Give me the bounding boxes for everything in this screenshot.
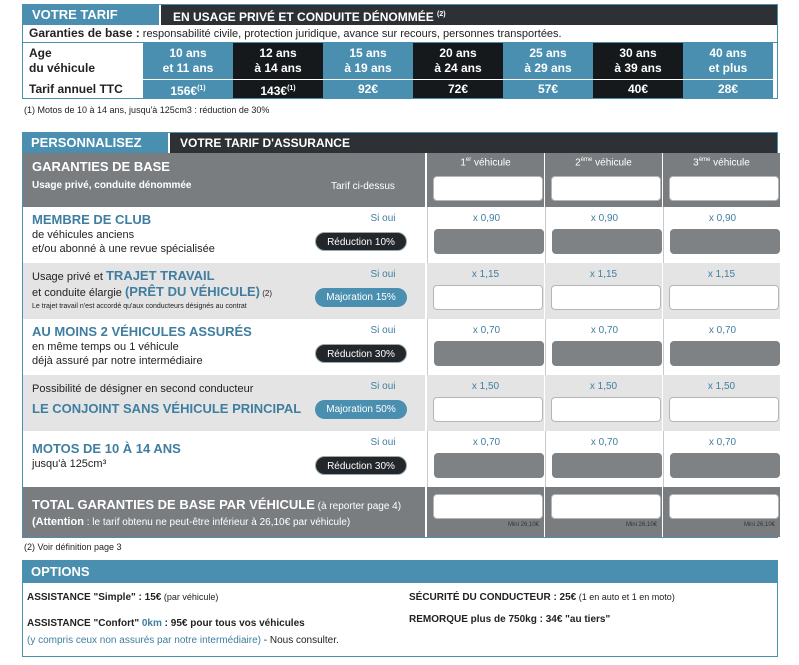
age-label: Age du véhicule <box>23 43 143 79</box>
footnote-1: (1) Motos de 10 à 14 ans, jusqu'à 125cm3 : réduction de 30% <box>24 105 270 115</box>
base-subtitle: Usage privé, conduite dénommée <box>32 180 192 191</box>
si-oui-label: Si oui <box>370 213 396 224</box>
age-cell: 40 ans et plus <box>683 43 773 79</box>
coef-box[interactable] <box>433 285 543 310</box>
coef-box[interactable] <box>434 229 544 254</box>
age-cell: 20 ans à 24 ans <box>413 43 503 79</box>
personnalisez-header <box>23 133 777 153</box>
si-oui-label: Si oui <box>370 325 396 336</box>
age-cell: 25 ans à 29 ans <box>503 43 593 79</box>
option-securite: SÉCURITÉ DU CONDUCTEUR : 25€ (1 en auto et 1 en moto) <box>409 592 675 603</box>
majoration-badge: Majoration 50% <box>315 400 407 419</box>
majoration-badge: Majoration 15% <box>315 288 407 307</box>
personnalisez-title: VOTRE TARIF D'ASSURANCE <box>168 133 777 153</box>
coef-box[interactable] <box>434 341 544 366</box>
total-title: TOTAL GARANTIES DE BASE PAR VÉHICULE <box>32 497 315 512</box>
price-cell: 143€$^{(1)}$ <box>233 80 323 98</box>
coef-box[interactable] <box>433 397 543 422</box>
base-title: GARANTIES DE BASE <box>32 159 170 174</box>
reduction-badge: Réduction 30% <box>315 344 407 363</box>
coef-box[interactable] <box>551 397 661 422</box>
option-confort-note: (y compris ceux non assurés par notre intermédiaire) - Nous consulter. <box>27 635 339 646</box>
option-remorque: REMORQUE plus de 750kg : 34€ "au tiers" <box>409 614 611 625</box>
row-title: MEMBRE DE CLUB <box>32 212 152 227</box>
personnalisez-tab: PERSONNALISEZ <box>31 135 142 150</box>
coef-box[interactable] <box>669 397 779 422</box>
coef-box[interactable] <box>552 341 662 366</box>
tarif-section <box>22 4 778 99</box>
options-section <box>22 560 778 657</box>
options-tab: OPTIONS <box>23 561 119 583</box>
price-cell: 156€$^{(1)}$ <box>143 80 233 98</box>
age-cell: 10 ans et 11 ans <box>143 43 233 79</box>
row-title: AU MOINS 2 VÉHICULES ASSURÉS <box>32 324 252 339</box>
row-title: LE CONJOINT SANS VÉHICULE PRINCIPAL <box>32 401 302 416</box>
total-input-1[interactable] <box>433 494 543 519</box>
row-conjoint: Possibilité de désigner en second conducteur LE CONJOINT SANS VÉHICULE PRINCIPAL Si oui Majoration 50% x 1,50 x 1,50 x 1,50 <box>23 375 777 431</box>
coef-box[interactable] <box>669 285 779 310</box>
si-oui-label: Si oui <box>370 437 396 448</box>
options-header <box>23 561 777 583</box>
option-assistance-simple: ASSISTANCE "Simple" : 15€ (par véhicule) <box>27 592 219 603</box>
age-row <box>23 43 777 80</box>
price-cell: 72€ <box>413 80 503 98</box>
base-row <box>23 153 777 207</box>
row-trajet-travail: Usage privé et TRAJET TRAVAIL et conduite élargie (PRÊT DU VÉHICULE) (2) Le trajet travail n'est accordé qu'aux conducteurs désignés au contrat Si oui Majoration 15% x 1,15 x 1,15 x 1,15 <box>23 263 777 319</box>
base-right-label: Tarif ci-dessus <box>331 181 395 192</box>
coef-box[interactable] <box>552 453 662 478</box>
coef-box[interactable] <box>551 285 661 310</box>
reduction-badge: Réduction 10% <box>315 232 407 251</box>
tarif-header <box>23 5 777 25</box>
si-oui-label: Si oui <box>370 269 396 280</box>
price-row <box>23 80 777 98</box>
vehicle-2-header: 2ème véhicule <box>575 157 632 169</box>
age-cell: 12 ans à 14 ans <box>233 43 323 79</box>
footnote-2: (2) Voir définition page 3 <box>24 542 122 552</box>
total-row: TOTAL GARANTIES DE BASE PAR VÉHICULE (à reporter page 4) (Attention : le tarif obtenu ne peut-être inférieur à 26,10€ par véhicule) Mini 26,10€ Mini 26,10€ Mini 26,10€ <box>23 487 777 537</box>
tarif-tab: VOTRE TARIF <box>23 5 159 25</box>
price-label: Tarif annuel TTC <box>23 80 143 98</box>
total-input-3[interactable] <box>669 494 779 519</box>
price-cell: 40€ <box>593 80 683 98</box>
total-input-2[interactable] <box>551 494 661 519</box>
row-title: MOTOS DE 10 À 14 ANS <box>32 441 181 456</box>
row-membre-club: MEMBRE DE CLUB de véhicules anciens et/ou abonné à une revue spécialisée Si oui Réduction 10% x 0,90 x 0,90 x 0,90 <box>23 207 777 263</box>
age-cell: 15 ans à 19 ans <box>323 43 413 79</box>
coef-box[interactable] <box>552 229 662 254</box>
reduction-badge: Réduction 30% <box>315 456 407 475</box>
coef-box[interactable] <box>670 341 780 366</box>
personnalisez-section <box>22 132 778 538</box>
row-2-vehicules: AU MOINS 2 VÉHICULES ASSURÉS en même temps ou 1 véhicule déjà assuré par notre intermédiaire Si oui Réduction 30% x 0,70 x 0,70 x 0,70 <box>23 319 777 375</box>
vehicle-1-header: 1er véhicule <box>460 157 511 169</box>
coef-box[interactable] <box>670 229 780 254</box>
price-cell: 92€ <box>323 80 413 98</box>
garanties-line: Garanties de base : responsabilité civile, protection juridique, avance sur recours, personnes transportées. <box>23 25 777 43</box>
base-input-2[interactable] <box>551 176 661 201</box>
si-oui-label: Si oui <box>370 381 396 392</box>
vehicle-3-header: 3ème véhicule <box>693 157 750 169</box>
base-input-3[interactable] <box>669 176 779 201</box>
price-cell: 57€ <box>503 80 593 98</box>
tariff-page <box>22 4 778 646</box>
row-motos: MOTOS DE 10 À 14 ANS jusqu'à 125cm³ Si oui Réduction 30% x 0,70 x 0,70 x 0,70 <box>23 431 777 487</box>
tarif-title: EN USAGE PRIVÉ ET CONDUITE DÉNOMMÉE $^{(2)}$ <box>159 5 777 25</box>
option-assistance-confort: ASSISTANCE "Confort" 0km : 95€ pour tous vos véhicules <box>27 618 305 629</box>
coef-box[interactable] <box>434 453 544 478</box>
coef-box[interactable] <box>670 453 780 478</box>
base-input-1[interactable] <box>433 176 543 201</box>
age-cell: 30 ans à 39 ans <box>593 43 683 79</box>
price-cell: 28€ <box>683 80 773 98</box>
